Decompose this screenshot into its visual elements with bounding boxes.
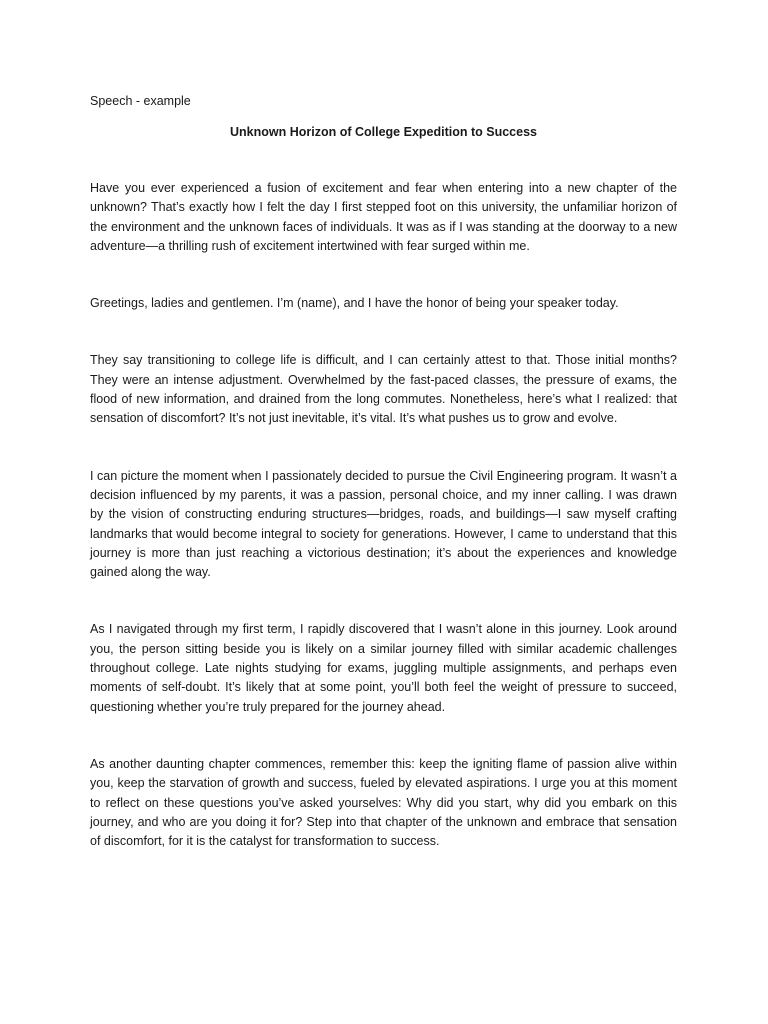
paragraph-opening: Have you ever experienced a fusion of excitement and fear when entering into a new chapter of the unknown? That’s exactly how I felt the day I first stepped foot on this university, the unfamiliar horizon of the environment and the unknown faces of individuals. It was as if I was standing at the doorway to a new adventure—a thrilling rush of excitement intertwined with fear surged within me. — [90, 181, 677, 253]
paragraph-first-term: As I navigated through my first term, I rapidly discovered that I wasn’t alone in this journey. Look around you, the person sitting beside you is likely on a similar journey filled with similar academic challenges throughout college. Late nights studying for exams, juggling multiple assignments, and perhaps even moments of self-doubt. It’s likely that at some point, you’ll both feel the weight of pressure to succeed, questioning whether you’re truly prepared for the journey ahead. — [90, 622, 677, 714]
paragraph-greeting: Greetings, ladies and gentlemen. I’m (name), and I have the honor of being your speaker today. — [90, 296, 619, 311]
paragraph-transition: They say transitioning to college life is difficult, and I can certainly attest to that. Those initial months? They were an intense adjustment. Overwhelmed by the fast-paced classes, the pressure of exams, the flood of new information, and drained from the long commutes. Nonetheless, here’s what I realized: that sensation of discomfort? It’s not just inevitable, it’s vital. It’s what pushes us to grow and evolve. — [90, 353, 677, 426]
document-page — [90, 92, 677, 851]
speech-title: Unknown Horizon of College Expedition to Success — [230, 125, 537, 139]
paragraph-civil-engineering: I can picture the moment when I passionately decided to pursue the Civil Engineering program. It wasn’t a decision influenced by my parents, it was a passion, personal choice, and my inner calling. I was drawn by the vision of constructing enduring structures—bridges, roads, and buildings—I saw myself crafting landmarks that would become integral to society for generations. However, I came to understand that this journey is more than just reaching a victorious destination; it’s about the experiences and knowledge gained along the way. — [90, 468, 677, 580]
paragraph-closing: As another daunting chapter commences, remember this: keep the igniting flame of passion alive within you, keep the starvation of growth and success, fueled by elevated aspirations. I urge you at this moment to reflect on these questions you’ve asked yourselves: Why did you start, why did you embark on this journey, and who are you doing it for? Step into that chapter of the unknown and embrace that sensation of discomfort, for it is the catalyst for transformation to success. — [90, 756, 677, 849]
document-label: Speech - example — [90, 94, 191, 108]
